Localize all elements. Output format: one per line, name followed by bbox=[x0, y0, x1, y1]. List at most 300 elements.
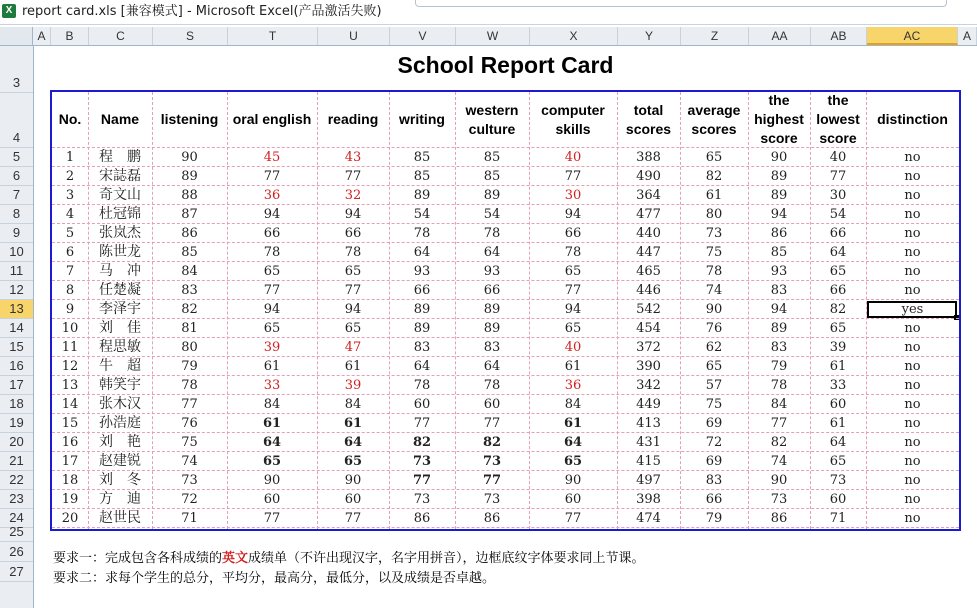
row-header-16[interactable]: 16 bbox=[0, 357, 33, 376]
cell-name[interactable]: 刘 佳 bbox=[99, 320, 141, 336]
requirement-1[interactable]: 要求一：完成包含各科成绩的英文成绩单（不许出现汉字，名字用拼音），边框底纹字体要求同上节课。 bbox=[53, 551, 645, 566]
row-header-4[interactable]: 4 bbox=[0, 93, 33, 148]
cell-distinction[interactable]: no bbox=[904, 283, 921, 298]
cell-oral-english[interactable]: 84 bbox=[263, 397, 281, 412]
cell-name[interactable]: 奇文山 bbox=[99, 187, 141, 203]
cell-name[interactable]: 陈世龙 bbox=[99, 244, 141, 260]
cell-oral-english[interactable]: 36 bbox=[263, 188, 281, 203]
row-header-19[interactable]: 19 bbox=[0, 414, 33, 433]
cell-no[interactable]: 13 bbox=[61, 378, 79, 393]
cell-name[interactable]: 刘 艳 bbox=[99, 434, 141, 450]
cell-western-culture[interactable]: 64 bbox=[483, 245, 501, 260]
cell-highest-score[interactable]: 86 bbox=[770, 226, 788, 241]
cell-reading[interactable]: 84 bbox=[344, 397, 362, 412]
row-header-3[interactable]: 3 bbox=[0, 46, 33, 93]
cell-distinction[interactable]: no bbox=[904, 473, 921, 488]
cell-total-scores[interactable]: 542 bbox=[636, 302, 661, 317]
row-header-5[interactable]: 5 bbox=[0, 148, 33, 167]
cell-no[interactable]: 12 bbox=[61, 359, 79, 374]
cell-name[interactable]: 张木汉 bbox=[99, 396, 141, 412]
cell-computer-skills[interactable]: 90 bbox=[564, 473, 582, 488]
cell-writing[interactable]: 89 bbox=[413, 321, 431, 336]
cell-writing[interactable]: 93 bbox=[413, 264, 431, 279]
cell-oral-english[interactable]: 77 bbox=[263, 511, 281, 526]
row-header-11[interactable]: 11 bbox=[0, 262, 33, 281]
cell-name[interactable]: 刘 冬 bbox=[99, 472, 141, 488]
cell-computer-skills[interactable]: 77 bbox=[564, 169, 582, 184]
cell-lowest-score[interactable]: 60 bbox=[829, 397, 847, 412]
cell-reading[interactable]: 43 bbox=[344, 150, 362, 165]
cell-writing[interactable]: 82 bbox=[412, 435, 432, 450]
row-header-21[interactable]: 21 bbox=[0, 452, 33, 471]
cell-writing[interactable]: 77 bbox=[412, 473, 432, 488]
cell-reading[interactable]: 65 bbox=[344, 321, 362, 336]
cell-reading[interactable]: 94 bbox=[344, 207, 362, 222]
row-header-8[interactable]: 8 bbox=[0, 205, 33, 224]
cell-no[interactable]: 19 bbox=[61, 492, 79, 507]
cell-listening[interactable]: 74 bbox=[181, 454, 198, 469]
cell-reading[interactable]: 66 bbox=[344, 226, 362, 241]
column-header-s[interactable]: S bbox=[153, 27, 228, 45]
cell-name[interactable]: 方 迪 bbox=[99, 491, 141, 507]
column-header-x[interactable]: X bbox=[530, 27, 618, 45]
excel-icon[interactable]: X bbox=[2, 4, 16, 18]
cell-listening[interactable]: 83 bbox=[181, 283, 198, 298]
cell-average-scores[interactable]: 75 bbox=[705, 245, 723, 260]
header-name[interactable]: Name bbox=[100, 111, 140, 127]
cell-total-scores[interactable]: 446 bbox=[636, 283, 661, 298]
cell-listening[interactable]: 90 bbox=[181, 150, 198, 165]
cell-distinction[interactable]: no bbox=[904, 397, 921, 412]
column-header-c[interactable]: C bbox=[89, 27, 153, 45]
column-header-z[interactable]: Z bbox=[681, 27, 749, 45]
cell-western-culture[interactable]: 85 bbox=[483, 150, 501, 165]
cell-total-scores[interactable]: 454 bbox=[636, 321, 661, 336]
cell-writing[interactable]: 86 bbox=[413, 511, 431, 526]
cell-no[interactable]: 15 bbox=[61, 416, 79, 431]
cell-no[interactable]: 11 bbox=[61, 340, 79, 355]
cell-writing[interactable]: 78 bbox=[413, 378, 431, 393]
header-average-scores[interactable]: average scores bbox=[687, 101, 741, 137]
cell-reading[interactable]: 77 bbox=[344, 283, 362, 298]
cell-computer-skills[interactable]: 77 bbox=[564, 283, 582, 298]
cell-listening[interactable]: 79 bbox=[181, 359, 198, 374]
cell-lowest-score[interactable]: 65 bbox=[829, 264, 847, 279]
header-reading[interactable]: reading bbox=[327, 111, 379, 127]
cell-distinction[interactable]: no bbox=[904, 359, 921, 374]
cell-computer-skills[interactable]: 65 bbox=[563, 454, 583, 469]
cell-writing[interactable]: 83 bbox=[413, 340, 431, 355]
cell-name[interactable]: 杜冠锦 bbox=[99, 206, 141, 222]
cell-name[interactable]: 赵世民 bbox=[99, 510, 141, 526]
cell-listening[interactable]: 84 bbox=[181, 264, 198, 279]
requirement-2[interactable]: 要求二：求每个学生的总分，平均分，最高分，最低分，以及成绩是否卓越。 bbox=[53, 571, 496, 586]
cell-highest-score[interactable]: 83 bbox=[770, 340, 788, 355]
row-header-14[interactable]: 14 bbox=[0, 319, 33, 338]
cell-name[interactable]: 韩笑宇 bbox=[99, 377, 141, 393]
cell-total-scores[interactable]: 447 bbox=[636, 245, 661, 260]
cell-lowest-score[interactable]: 64 bbox=[829, 435, 847, 450]
cell-listening[interactable]: 85 bbox=[181, 245, 198, 260]
cell-distinction[interactable]: no bbox=[904, 511, 921, 526]
cell-name[interactable]: 宋誌磊 bbox=[99, 168, 141, 184]
row-header-27[interactable]: 27 bbox=[0, 562, 33, 582]
cell-western-culture[interactable]: 89 bbox=[483, 188, 501, 203]
cell-computer-skills[interactable]: 77 bbox=[564, 511, 582, 526]
cell-distinction[interactable]: no bbox=[904, 207, 921, 222]
cell-lowest-score[interactable]: 66 bbox=[829, 226, 847, 241]
cell-oral-english[interactable]: 45 bbox=[263, 150, 281, 165]
cell-computer-skills[interactable]: 40 bbox=[564, 150, 582, 165]
cell-average-scores[interactable]: 79 bbox=[705, 511, 723, 526]
cell-highest-score[interactable]: 89 bbox=[770, 188, 788, 203]
cell-distinction[interactable]: no bbox=[904, 245, 921, 260]
cell-average-scores[interactable]: 69 bbox=[705, 454, 723, 469]
cell-distinction[interactable]: no bbox=[904, 264, 921, 279]
cell-western-culture[interactable]: 64 bbox=[483, 359, 501, 374]
cell-average-scores[interactable]: 66 bbox=[705, 492, 723, 507]
cell-reading[interactable]: 77 bbox=[344, 511, 362, 526]
column-header-t[interactable]: T bbox=[228, 27, 318, 45]
cell-highest-score[interactable]: 85 bbox=[770, 245, 788, 260]
cell-western-culture[interactable]: 60 bbox=[483, 397, 501, 412]
worksheet-grid[interactable] bbox=[34, 46, 977, 608]
cell-reading[interactable]: 39 bbox=[344, 378, 362, 393]
cell-western-culture[interactable]: 78 bbox=[483, 226, 501, 241]
cell-writing[interactable]: 89 bbox=[413, 188, 431, 203]
cell-average-scores[interactable]: 83 bbox=[705, 473, 723, 488]
cell-western-culture[interactable]: 89 bbox=[483, 321, 501, 336]
cell-no[interactable]: 6 bbox=[65, 245, 75, 260]
cell-average-scores[interactable]: 74 bbox=[705, 283, 723, 298]
cell-computer-skills[interactable]: 30 bbox=[564, 188, 582, 203]
row-header-24[interactable]: 24 bbox=[0, 509, 33, 528]
cell-oral-english[interactable]: 66 bbox=[263, 226, 281, 241]
row-header-25[interactable]: 25 bbox=[0, 528, 33, 542]
cell-name[interactable]: 程 鹏 bbox=[99, 149, 141, 165]
cell-total-scores[interactable]: 388 bbox=[636, 150, 661, 165]
cell-writing[interactable]: 60 bbox=[413, 397, 431, 412]
cell-total-scores[interactable]: 415 bbox=[636, 454, 661, 469]
header-no[interactable]: No. bbox=[58, 111, 82, 127]
column-header-b[interactable]: B bbox=[51, 27, 89, 45]
header-writing[interactable]: writing bbox=[399, 111, 445, 127]
cell-lowest-score[interactable]: 54 bbox=[829, 207, 847, 222]
column-header-u[interactable]: U bbox=[318, 27, 390, 45]
cell-name[interactable]: 牛 超 bbox=[99, 358, 141, 374]
cell-lowest-score[interactable]: 61 bbox=[829, 416, 847, 431]
cell-name[interactable]: 李泽宇 bbox=[99, 301, 141, 317]
cell-highest-score[interactable]: 89 bbox=[770, 321, 788, 336]
row-header-9[interactable]: 9 bbox=[0, 224, 33, 243]
cell-distinction[interactable]: no bbox=[904, 226, 921, 241]
cell-listening[interactable]: 77 bbox=[181, 397, 198, 412]
cell-distinction[interactable]: no bbox=[904, 378, 921, 393]
cell-lowest-score[interactable]: 82 bbox=[829, 302, 847, 317]
cell-total-scores[interactable]: 477 bbox=[636, 207, 661, 222]
cell-name[interactable]: 任楚凝 bbox=[99, 282, 141, 298]
cell-reading[interactable]: 65 bbox=[343, 454, 363, 469]
row-header-18[interactable]: 18 bbox=[0, 395, 33, 414]
cell-western-culture[interactable]: 54 bbox=[483, 207, 501, 222]
cell-average-scores[interactable]: 73 bbox=[705, 226, 723, 241]
cell-reading[interactable]: 32 bbox=[344, 188, 362, 203]
cell-name[interactable]: 赵建锐 bbox=[99, 453, 141, 469]
cell-average-scores[interactable]: 62 bbox=[705, 340, 723, 355]
cell-total-scores[interactable]: 497 bbox=[636, 473, 661, 488]
cell-lowest-score[interactable]: 40 bbox=[829, 150, 847, 165]
cell-reading[interactable]: 65 bbox=[344, 264, 362, 279]
cell-lowest-score[interactable]: 33 bbox=[829, 378, 847, 393]
cell-reading[interactable]: 78 bbox=[344, 245, 362, 260]
cell-western-culture[interactable]: 82 bbox=[482, 435, 502, 450]
cell-average-scores[interactable]: 72 bbox=[705, 435, 723, 450]
cell-distinction[interactable]: no bbox=[904, 435, 921, 450]
cell-total-scores[interactable]: 449 bbox=[636, 397, 661, 412]
cell-lowest-score[interactable]: 30 bbox=[829, 188, 847, 203]
cell-total-scores[interactable]: 440 bbox=[636, 226, 661, 241]
cell-highest-score[interactable]: 73 bbox=[770, 492, 788, 507]
cell-listening[interactable]: 89 bbox=[181, 169, 198, 184]
cell-oral-english[interactable]: 78 bbox=[263, 245, 281, 260]
cell-highest-score[interactable]: 90 bbox=[770, 150, 788, 165]
select-all-corner[interactable] bbox=[0, 27, 33, 45]
cell-listening[interactable]: 78 bbox=[181, 378, 198, 393]
header-total-scores[interactable]: total scores bbox=[625, 101, 672, 137]
cell-no[interactable]: 2 bbox=[65, 169, 75, 184]
cell-no[interactable]: 16 bbox=[61, 435, 79, 450]
cell-no[interactable]: 10 bbox=[61, 321, 79, 336]
cell-listening[interactable]: 80 bbox=[181, 340, 198, 355]
cell-average-scores[interactable]: 90 bbox=[705, 302, 723, 317]
cell-western-culture[interactable]: 66 bbox=[483, 283, 501, 298]
cell-lowest-score[interactable]: 60 bbox=[829, 492, 847, 507]
cell-listening[interactable]: 72 bbox=[181, 492, 198, 507]
cell-computer-skills[interactable]: 94 bbox=[564, 302, 582, 317]
cell-highest-score[interactable]: 79 bbox=[770, 359, 788, 374]
cell-lowest-score[interactable]: 65 bbox=[829, 454, 847, 469]
cell-oral-english[interactable]: 65 bbox=[262, 454, 282, 469]
cell-western-culture[interactable]: 78 bbox=[483, 378, 501, 393]
cell-total-scores[interactable]: 390 bbox=[636, 359, 661, 374]
cell-computer-skills[interactable]: 65 bbox=[564, 264, 582, 279]
cell-total-scores[interactable]: 413 bbox=[636, 416, 661, 431]
row-header-26[interactable]: 26 bbox=[0, 542, 33, 562]
cell-listening[interactable]: 76 bbox=[181, 416, 198, 431]
cell-total-scores[interactable]: 372 bbox=[636, 340, 661, 355]
cell-no[interactable]: 20 bbox=[61, 511, 79, 526]
cell-western-culture[interactable]: 73 bbox=[482, 454, 502, 469]
cell-writing[interactable]: 64 bbox=[413, 245, 431, 260]
cell-lowest-score[interactable]: 61 bbox=[829, 359, 847, 374]
cell-oral-english[interactable]: 90 bbox=[263, 473, 281, 488]
cell-listening[interactable]: 75 bbox=[181, 435, 198, 450]
cell-no[interactable]: 5 bbox=[65, 226, 75, 241]
column-header-ac[interactable]: AC bbox=[867, 27, 958, 45]
column-header-aa[interactable]: AA bbox=[749, 27, 811, 45]
cell-no[interactable]: 17 bbox=[61, 454, 79, 469]
row-header-13[interactable]: 13 bbox=[0, 300, 33, 319]
cell-highest-score[interactable]: 93 bbox=[770, 264, 788, 279]
cell-total-scores[interactable]: 490 bbox=[636, 169, 661, 184]
cell-average-scores[interactable]: 78 bbox=[705, 264, 723, 279]
row-header-20[interactable]: 20 bbox=[0, 433, 33, 452]
cell-no[interactable]: 8 bbox=[65, 283, 75, 298]
cell-distinction[interactable]: no bbox=[904, 188, 921, 203]
cell-computer-skills[interactable]: 65 bbox=[564, 321, 582, 336]
row-header-17[interactable]: 17 bbox=[0, 376, 33, 395]
cell-oral-english[interactable]: 61 bbox=[263, 359, 281, 374]
cell-oral-english[interactable]: 94 bbox=[263, 207, 281, 222]
cell-name[interactable]: 程思敏 bbox=[99, 339, 141, 355]
cell-average-scores[interactable]: 61 bbox=[705, 188, 723, 203]
cell-oral-english[interactable]: 65 bbox=[263, 321, 281, 336]
cell-computer-skills[interactable]: 60 bbox=[564, 492, 582, 507]
cell-writing[interactable]: 73 bbox=[413, 492, 431, 507]
cell-western-culture[interactable]: 83 bbox=[483, 340, 501, 355]
header-distinction[interactable]: distinction bbox=[877, 111, 948, 127]
cell-highest-score[interactable]: 89 bbox=[770, 169, 788, 184]
cell-highest-score[interactable]: 82 bbox=[770, 435, 788, 450]
cell-listening[interactable]: 87 bbox=[181, 207, 198, 222]
cell-writing[interactable]: 85 bbox=[413, 169, 431, 184]
header-listening[interactable]: listening bbox=[160, 111, 219, 127]
cell-distinction[interactable]: no bbox=[904, 321, 921, 336]
report-title[interactable]: School Report Card bbox=[397, 52, 614, 78]
cell-reading[interactable]: 47 bbox=[344, 340, 362, 355]
cell-distinction[interactable]: no bbox=[904, 454, 921, 469]
cell-writing[interactable]: 73 bbox=[412, 454, 432, 469]
cell-average-scores[interactable]: 65 bbox=[705, 150, 723, 165]
cell-lowest-score[interactable]: 77 bbox=[829, 169, 847, 184]
cell-lowest-score[interactable]: 71 bbox=[829, 511, 847, 526]
row-header-23[interactable]: 23 bbox=[0, 490, 33, 509]
cell-reading[interactable]: 64 bbox=[343, 435, 363, 450]
cell-name[interactable]: 张岚杰 bbox=[99, 225, 141, 241]
cell-highest-score[interactable]: 78 bbox=[770, 378, 788, 393]
cell-no[interactable]: 14 bbox=[61, 397, 79, 412]
cell-highest-score[interactable]: 74 bbox=[770, 454, 788, 469]
header-western-culture[interactable]: western culture bbox=[465, 101, 519, 137]
cell-computer-skills[interactable]: 40 bbox=[564, 340, 582, 355]
cell-oral-english[interactable]: 60 bbox=[263, 492, 281, 507]
cell-highest-score[interactable]: 84 bbox=[770, 397, 788, 412]
cell-western-culture[interactable]: 89 bbox=[483, 302, 501, 317]
cell-lowest-score[interactable]: 65 bbox=[829, 321, 847, 336]
cell-name[interactable]: 马 冲 bbox=[99, 263, 141, 279]
cell-lowest-score[interactable]: 64 bbox=[829, 245, 847, 260]
cell-oral-english[interactable]: 33 bbox=[263, 378, 281, 393]
cell-highest-score[interactable]: 90 bbox=[770, 473, 788, 488]
cell-average-scores[interactable]: 69 bbox=[705, 416, 723, 431]
column-header-v[interactable]: V bbox=[390, 27, 456, 45]
column-header-ab[interactable]: AB bbox=[811, 27, 867, 45]
cell-total-scores[interactable]: 474 bbox=[636, 511, 661, 526]
cell-no[interactable]: 18 bbox=[61, 473, 79, 488]
cell-writing[interactable]: 85 bbox=[413, 150, 431, 165]
cell-highest-score[interactable]: 94 bbox=[770, 302, 788, 317]
cell-total-scores[interactable]: 398 bbox=[636, 492, 661, 507]
column-header-a[interactable]: A bbox=[958, 27, 977, 45]
row-header-6[interactable]: 6 bbox=[0, 167, 33, 186]
cell-distinction[interactable]: no bbox=[904, 492, 921, 507]
cell-writing[interactable]: 64 bbox=[413, 359, 431, 374]
cell-writing[interactable]: 54 bbox=[413, 207, 431, 222]
cell-lowest-score[interactable]: 73 bbox=[829, 473, 847, 488]
cell-listening[interactable]: 73 bbox=[181, 473, 198, 488]
row-header-15[interactable]: 15 bbox=[0, 338, 33, 357]
cell-name[interactable]: 孙浩庭 bbox=[99, 415, 141, 431]
header-oral-english[interactable]: oral english bbox=[232, 111, 312, 127]
cell-average-scores[interactable]: 75 bbox=[705, 397, 723, 412]
cell-oral-english[interactable]: 65 bbox=[263, 264, 281, 279]
cell-lowest-score[interactable]: 66 bbox=[829, 283, 847, 298]
cell-highest-score[interactable]: 86 bbox=[770, 511, 788, 526]
header-computer-skills[interactable]: computer skills bbox=[541, 101, 605, 137]
cell-no[interactable]: 9 bbox=[65, 302, 75, 317]
cell-listening[interactable]: 82 bbox=[181, 302, 198, 317]
cell-reading[interactable]: 61 bbox=[344, 359, 362, 374]
cell-average-scores[interactable]: 76 bbox=[705, 321, 723, 336]
cell-western-culture[interactable]: 77 bbox=[482, 473, 502, 488]
cell-computer-skills[interactable]: 84 bbox=[564, 397, 582, 412]
cell-distinction[interactable]: no bbox=[904, 169, 921, 184]
cell-average-scores[interactable]: 80 bbox=[705, 207, 723, 222]
header-highest-score[interactable]: the highest score bbox=[754, 92, 804, 146]
cell-reading[interactable]: 94 bbox=[344, 302, 362, 317]
cell-highest-score[interactable]: 83 bbox=[770, 283, 788, 298]
cell-oral-english[interactable]: 39 bbox=[263, 340, 281, 355]
cell-distinction[interactable]: yes bbox=[901, 302, 924, 317]
cell-western-culture[interactable]: 85 bbox=[483, 169, 501, 184]
cell-writing[interactable]: 89 bbox=[413, 302, 431, 317]
cell-writing[interactable]: 66 bbox=[413, 283, 431, 298]
row-header-10[interactable]: 10 bbox=[0, 243, 33, 262]
cell-average-scores[interactable]: 65 bbox=[705, 359, 723, 374]
cell-western-culture[interactable]: 77 bbox=[483, 416, 501, 431]
cell-writing[interactable]: 77 bbox=[413, 416, 431, 431]
cell-oral-english[interactable]: 77 bbox=[263, 169, 281, 184]
cell-no[interactable]: 1 bbox=[65, 150, 75, 165]
cell-computer-skills[interactable]: 36 bbox=[564, 378, 582, 393]
cell-writing[interactable]: 78 bbox=[413, 226, 431, 241]
cell-reading[interactable]: 61 bbox=[343, 416, 363, 431]
header-lowest-score[interactable]: the lowest score bbox=[816, 92, 860, 146]
cell-total-scores[interactable]: 364 bbox=[636, 188, 661, 203]
cell-computer-skills[interactable]: 94 bbox=[564, 207, 582, 222]
cell-listening[interactable]: 81 bbox=[181, 321, 198, 336]
row-header-22[interactable]: 22 bbox=[0, 471, 33, 490]
cell-listening[interactable]: 71 bbox=[181, 511, 198, 526]
cell-lowest-score[interactable]: 39 bbox=[829, 340, 847, 355]
cell-computer-skills[interactable]: 64 bbox=[563, 435, 583, 450]
cell-highest-score[interactable]: 77 bbox=[770, 416, 788, 431]
cell-highest-score[interactable]: 94 bbox=[770, 207, 788, 222]
cell-computer-skills[interactable]: 61 bbox=[564, 359, 582, 374]
cell-computer-skills[interactable]: 61 bbox=[563, 416, 583, 431]
column-header-a[interactable]: A bbox=[33, 27, 51, 45]
cell-no[interactable]: 7 bbox=[65, 264, 75, 279]
cell-reading[interactable]: 60 bbox=[344, 492, 362, 507]
cell-total-scores[interactable]: 465 bbox=[636, 264, 661, 279]
cell-total-scores[interactable]: 431 bbox=[636, 435, 661, 450]
cell-distinction[interactable]: no bbox=[904, 416, 921, 431]
cell-reading[interactable]: 90 bbox=[344, 473, 362, 488]
cell-no[interactable]: 4 bbox=[65, 207, 75, 222]
cell-oral-english[interactable]: 94 bbox=[263, 302, 281, 317]
cell-average-scores[interactable]: 82 bbox=[705, 169, 723, 184]
column-header-w[interactable]: W bbox=[456, 27, 530, 45]
